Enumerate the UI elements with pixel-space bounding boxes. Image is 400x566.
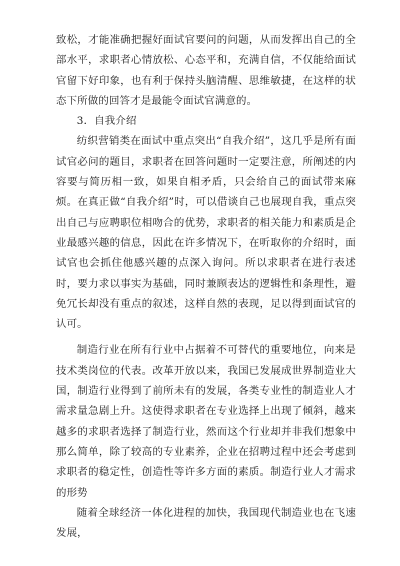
paragraph-3: 制造行业在所有行业中占据着不可替代的重要地位，向来是技术类岗位的代表。改革开放以来，我国已发展成世界制造业大国，制造行业得到了前所未有的发展，各类专业性的制造业人才需求量急剧上升。这使得求职者在专业选择上出现了倾斜，越来越多的求职者选择了制造行业，然而这个行业却并非我们想象中那么简单，除了较高的专业素养，企业在招聘过程中还会考虑到求职者的稳定性，创造性等许多方面的素质。制造行业人才需求的形势 bbox=[56, 344, 356, 499]
document-body bbox=[56, 30, 356, 543]
section-heading: 3．自我介绍 bbox=[76, 115, 137, 128]
paragraph-2: 纺织营销类在面试中重点突出“自我介绍”，这几乎是所有面试官必问的题目，求职者在回答问题时一定要注意，所阐述的内容要与简历相一致，如果自相矛盾，只会给自己的面试带来麻烦。在真正做“自我介绍”时，可以借谈自己也展现自我，重点突出自己与应聘职位相吻合的优势，求职者的相关能力和素质是企业最感兴趣的信息，因此在许多情况下，在听取你的介绍时，面试官也会抓住他感兴趣的点深入询问。所以求职者在进行表述时，要力求以事实为基础，同时兼顾表达的逻辑性和条理性，避免冗长却没有重点的叙述，这样自然的表现，足以得到面试官的认可。 bbox=[56, 135, 356, 331]
paragraph-1: 致松，才能准确把握好面试官要问的问题，从而发挥出自己的全部水平，求职者心情放松、心态平和，充满自信，不仅能给面试官留下好印象，也有利于保持头脑清醒、思维敏捷，在这样的状态下所做的回答才是最能令面试官满意的。 bbox=[56, 34, 356, 107]
paragraph-4: 随着全球经济一体化进程的加快，我国现代制造业也在飞速发展， bbox=[56, 506, 356, 540]
